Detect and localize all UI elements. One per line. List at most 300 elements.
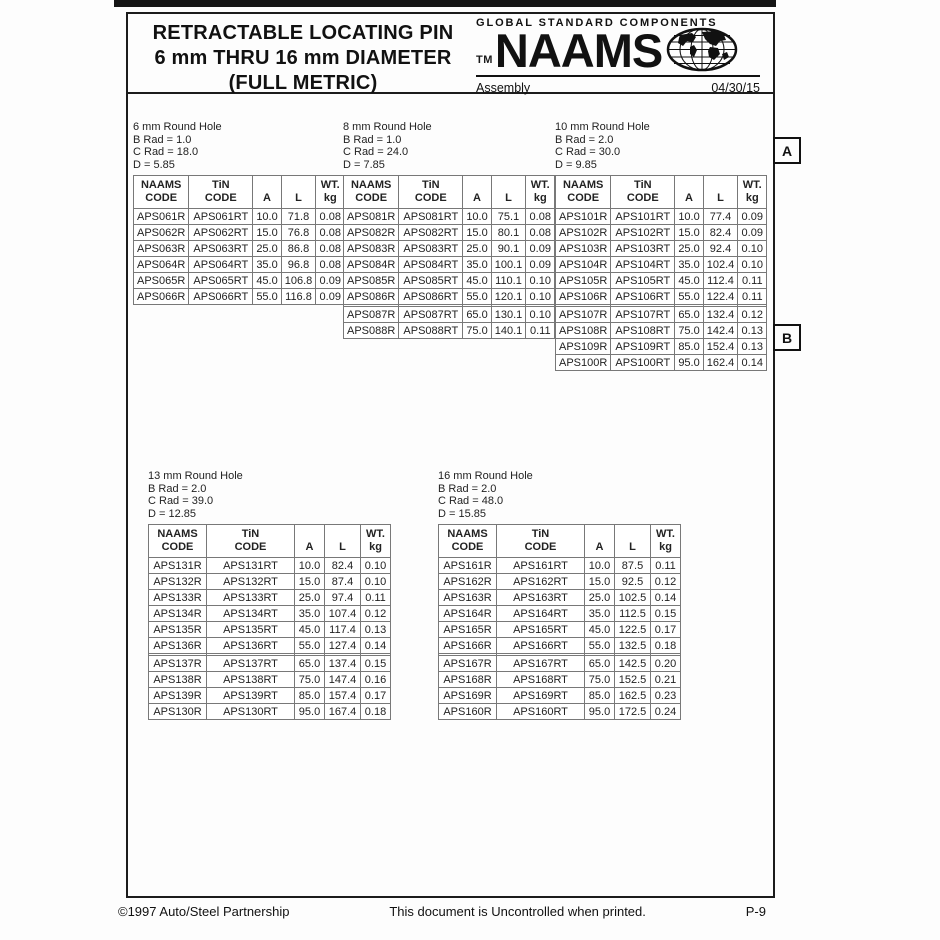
table-cell: APS131R (149, 558, 207, 574)
table-group-13mm (148, 470, 391, 720)
table-cell: APS134R (149, 606, 207, 622)
table-cell: 35.0 (675, 257, 703, 273)
table-cell: APS088RT (399, 323, 463, 339)
table-cell: APS161R (439, 558, 497, 574)
table-cell: APS103R (556, 241, 611, 257)
column-header: A (585, 525, 615, 558)
table-cell: 75.0 (675, 323, 703, 339)
table-cell: APS104R (556, 257, 611, 273)
table-cell: 75.0 (295, 672, 325, 688)
table-cell: APS086RT (399, 289, 463, 305)
table-cell: APS081R (344, 209, 399, 225)
table-cell: 96.8 (281, 257, 316, 273)
table-cell: 127.4 (325, 638, 361, 654)
table-row (149, 606, 391, 622)
table-cell: APS165R (439, 622, 497, 638)
table-cell: 0.12 (361, 606, 391, 622)
table-cell: 122.5 (615, 622, 651, 638)
table-cell: 90.1 (491, 241, 526, 257)
table-cell: 152.5 (615, 672, 651, 688)
table-spec-line: C Rad = 48.0 (438, 495, 504, 508)
table-cell: 112.5 (615, 606, 651, 622)
table-spec-line: C Rad = 24.0 (343, 146, 409, 159)
table-row (439, 622, 681, 638)
table-row (134, 225, 345, 241)
table-cell: APS167R (439, 656, 497, 672)
table-cell: APS101RT (611, 209, 675, 225)
table-spec-line: D = 15.85 (438, 507, 487, 520)
table-cell: APS133RT (207, 590, 295, 606)
table-cell: APS100RT (611, 355, 675, 371)
table-cell: APS165RT (497, 622, 585, 638)
title-block-header (128, 14, 773, 94)
table-row (149, 558, 391, 574)
table-cell: APS166RT (497, 638, 585, 654)
table-group-6mm (133, 121, 345, 305)
table-row (344, 209, 555, 225)
table-spec-line: D = 5.85 (133, 158, 175, 171)
table-cell: 95.0 (675, 355, 703, 371)
table-cell: APS138RT (207, 672, 295, 688)
globe-icon (666, 27, 738, 72)
table-cell: 71.8 (281, 209, 316, 225)
table-cell: 0.08 (316, 209, 345, 225)
table-cell: 167.4 (325, 704, 361, 720)
table-spec-line: B Rad = 1.0 (133, 133, 192, 146)
table-cell: 102.5 (615, 590, 651, 606)
table-cell: 25.0 (253, 241, 281, 257)
table-cell: 0.17 (361, 688, 391, 704)
table-cell: 65.0 (675, 307, 703, 323)
table-spec-line: D = 9.85 (555, 158, 597, 171)
table-cell: 0.09 (316, 273, 345, 289)
table-cell: APS139R (149, 688, 207, 704)
table-cell: 0.08 (316, 225, 345, 241)
table-cell: 102.4 (703, 257, 738, 273)
table-cell: 0.08 (526, 209, 555, 225)
table-cell: 116.8 (281, 289, 316, 305)
table-cell: 65.0 (295, 656, 325, 672)
table-row (344, 257, 555, 273)
table-cell: APS066R (134, 289, 189, 305)
table-caption (555, 121, 767, 171)
table-cell: 157.4 (325, 688, 361, 704)
table-cell: 85.0 (585, 688, 615, 704)
table-cell: 0.17 (651, 622, 681, 638)
table-cell: 0.09 (526, 241, 555, 257)
table-row (134, 209, 345, 225)
table-cell: 15.0 (295, 574, 325, 590)
table-caption (148, 470, 391, 520)
title-line-1: RETRACTABLE LOCATING PIN (152, 22, 454, 44)
table-cell: 45.0 (295, 622, 325, 638)
table-cell: 75.0 (585, 672, 615, 688)
table-spec-line: B Rad = 1.0 (343, 133, 402, 146)
table-cell: APS106RT (611, 289, 675, 305)
table-cell: APS085R (344, 273, 399, 289)
table-cell: 10.0 (463, 209, 491, 225)
table-cell: 55.0 (585, 638, 615, 654)
table-spec-line: C Rad = 39.0 (148, 495, 214, 508)
table-cell: 15.0 (675, 225, 703, 241)
table-cell: 0.11 (738, 273, 767, 289)
table-cell: 0.14 (361, 638, 391, 654)
table-row (439, 704, 681, 720)
table-row (439, 656, 681, 672)
table-cell: APS130R (149, 704, 207, 720)
table-cell: 82.4 (703, 225, 738, 241)
table-cell: 0.12 (651, 574, 681, 590)
table-cell: APS104RT (611, 257, 675, 273)
table-cell: 0.13 (738, 339, 767, 355)
table-cell: APS064R (134, 257, 189, 273)
table-cell: APS132RT (207, 574, 295, 590)
table-title: 13 mm Round Hole (148, 470, 243, 482)
column-header: NAAMS CODE (344, 176, 399, 209)
table-cell: 95.0 (295, 704, 325, 720)
table-caption (343, 121, 555, 171)
table-row (134, 257, 345, 273)
table-cell: APS108RT (611, 323, 675, 339)
table-cell: 100.1 (491, 257, 526, 273)
table-spec-line: B Rad = 2.0 (148, 482, 207, 495)
table-cell: APS061RT (189, 209, 253, 225)
table-spec-line: D = 7.85 (343, 158, 385, 171)
spec-table (555, 175, 767, 371)
table-cell: APS100R (556, 355, 611, 371)
column-header: WT. kg (651, 525, 681, 558)
table-cell: 55.0 (675, 289, 703, 305)
naams-brand-block (476, 17, 760, 95)
column-header: TiN CODE (497, 525, 585, 558)
brand-name: NAAMS (494, 24, 663, 77)
table-cell: 10.0 (675, 209, 703, 225)
table-cell: APS166R (439, 638, 497, 654)
table-cell: APS081RT (399, 209, 463, 225)
table-row (149, 688, 391, 704)
table-cell: 0.10 (526, 307, 555, 323)
table-cell: APS164RT (497, 606, 585, 622)
table-row (344, 273, 555, 289)
table-cell: 87.5 (615, 558, 651, 574)
table-cell: 130.1 (491, 307, 526, 323)
table-cell: APS062RT (189, 225, 253, 241)
table-group-8mm (343, 121, 555, 339)
table-cell: 0.14 (738, 355, 767, 371)
table-row (556, 257, 767, 273)
table-header-row (556, 176, 767, 209)
top-border-bar (114, 0, 776, 7)
column-header: L (281, 176, 316, 209)
table-title: 10 mm Round Hole (555, 121, 650, 133)
table-row (149, 638, 391, 654)
table-cell: APS138R (149, 672, 207, 688)
table-cell: APS084R (344, 257, 399, 273)
column-header: TiN CODE (399, 176, 463, 209)
table-cell: APS163RT (497, 590, 585, 606)
table-row (556, 209, 767, 225)
table-cell: APS160RT (497, 704, 585, 720)
table-cell: 172.5 (615, 704, 651, 720)
table-spec-line: B Rad = 2.0 (438, 482, 497, 495)
table-row (556, 225, 767, 241)
table-cell: 0.15 (651, 606, 681, 622)
table-row (344, 241, 555, 257)
table-cell: APS105RT (611, 273, 675, 289)
spec-table (343, 175, 555, 339)
table-cell: 45.0 (463, 273, 491, 289)
table-cell: 45.0 (675, 273, 703, 289)
table-title: 8 mm Round Hole (343, 121, 432, 133)
table-cell: APS133R (149, 590, 207, 606)
table-cell: 110.1 (491, 273, 526, 289)
table-cell: 75.0 (463, 323, 491, 339)
table-cell: 95.0 (585, 704, 615, 720)
table-cell: APS084RT (399, 257, 463, 273)
table-row (556, 355, 767, 371)
table-cell: 0.11 (361, 590, 391, 606)
table-cell: 142.5 (615, 656, 651, 672)
table-cell: 10.0 (253, 209, 281, 225)
column-header: WT. kg (361, 525, 391, 558)
table-cell: 0.11 (651, 558, 681, 574)
column-header: L (491, 176, 526, 209)
table-cell: 0.09 (738, 225, 767, 241)
table-cell: APS130RT (207, 704, 295, 720)
table-cell: 35.0 (295, 606, 325, 622)
table-row (439, 606, 681, 622)
table-cell: 55.0 (463, 289, 491, 305)
table-row (439, 688, 681, 704)
brand-tagline: GLOBAL STANDARD COMPONENTS (476, 17, 718, 29)
column-header: WT. kg (526, 176, 555, 209)
table-row (149, 622, 391, 638)
table-cell: 147.4 (325, 672, 361, 688)
table-cell: 0.23 (651, 688, 681, 704)
table-cell: 25.0 (675, 241, 703, 257)
table-cell: APS109RT (611, 339, 675, 355)
table-title: 16 mm Round Hole (438, 470, 533, 482)
table-cell: 80.1 (491, 225, 526, 241)
table-header-row (134, 176, 345, 209)
table-title: 6 mm Round Hole (133, 121, 222, 133)
table-row (439, 558, 681, 574)
table-cell: 120.1 (491, 289, 526, 305)
table-cell: 122.4 (703, 289, 738, 305)
table-cell: 76.8 (281, 225, 316, 241)
table-cell: 112.4 (703, 273, 738, 289)
table-row (556, 339, 767, 355)
table-cell: 0.10 (361, 558, 391, 574)
table-cell: 25.0 (463, 241, 491, 257)
table-caption (133, 121, 345, 171)
table-cell: 0.13 (738, 323, 767, 339)
table-cell: 0.09 (316, 289, 345, 305)
table-cell: APS160R (439, 704, 497, 720)
table-cell: APS065R (134, 273, 189, 289)
table-cell: APS066RT (189, 289, 253, 305)
table-caption (438, 470, 681, 520)
table-cell: 0.10 (738, 257, 767, 273)
column-header: L (325, 525, 361, 558)
table-cell: APS162RT (497, 574, 585, 590)
table-cell: APS169R (439, 688, 497, 704)
table-cell: 0.10 (526, 289, 555, 305)
table-cell: APS139RT (207, 688, 295, 704)
table-row (149, 656, 391, 672)
table-cell: 0.08 (316, 241, 345, 257)
column-header: NAAMS CODE (556, 176, 611, 209)
table-cell: 35.0 (253, 257, 281, 273)
table-cell: APS107R (556, 307, 611, 323)
spec-table (438, 524, 681, 720)
table-cell: APS087R (344, 307, 399, 323)
table-row (556, 307, 767, 323)
title-line-2: 6 mm THRU 16 mm DIAMETER (154, 47, 452, 69)
table-cell: APS085RT (399, 273, 463, 289)
table-cell: APS161RT (497, 558, 585, 574)
table-cell: APS062R (134, 225, 189, 241)
table-cell: APS064RT (189, 257, 253, 273)
table-cell: APS083RT (399, 241, 463, 257)
table-cell: APS105R (556, 273, 611, 289)
table-cell: APS132R (149, 574, 207, 590)
table-cell: 0.18 (651, 638, 681, 654)
table-row (439, 672, 681, 688)
table-cell: 85.0 (295, 688, 325, 704)
table-cell: APS103RT (611, 241, 675, 257)
title-line-3: (FULL METRIC) (228, 72, 378, 94)
table-row (344, 225, 555, 241)
column-header: TiN CODE (207, 525, 295, 558)
table-header-row (149, 525, 391, 558)
footer-notice: This document is Uncontrolled when printed. (389, 904, 646, 919)
table-row (134, 289, 345, 305)
table-row (556, 289, 767, 305)
table-cell: 0.10 (361, 574, 391, 590)
table-cell: 117.4 (325, 622, 361, 638)
table-cell: 0.16 (361, 672, 391, 688)
table-row (439, 590, 681, 606)
table-cell: 45.0 (585, 622, 615, 638)
table-cell: 132.4 (703, 307, 738, 323)
table-cell: APS107RT (611, 307, 675, 323)
column-header: TiN CODE (189, 176, 253, 209)
table-cell: 0.14 (651, 590, 681, 606)
table-cell: 35.0 (585, 606, 615, 622)
table-cell: APS135RT (207, 622, 295, 638)
column-header: A (253, 176, 281, 209)
table-cell: 137.4 (325, 656, 361, 672)
brand-footer-row (476, 81, 760, 95)
column-header: NAAMS CODE (439, 525, 497, 558)
table-cell: 65.0 (585, 656, 615, 672)
table-cell: 0.10 (526, 273, 555, 289)
table-cell: 15.0 (463, 225, 491, 241)
table-cell: 0.18 (361, 704, 391, 720)
table-cell: 15.0 (585, 574, 615, 590)
table-cell: 162.4 (703, 355, 738, 371)
table-cell: APS101R (556, 209, 611, 225)
table-cell: APS082RT (399, 225, 463, 241)
table-cell: 0.09 (738, 209, 767, 225)
table-cell: 0.08 (526, 225, 555, 241)
table-row (149, 590, 391, 606)
table-cell: APS108R (556, 323, 611, 339)
table-spec-line: C Rad = 18.0 (133, 146, 199, 159)
table-header-row (344, 176, 555, 209)
page-footer (118, 904, 766, 919)
footer-page-number: P-9 (745, 904, 766, 919)
table-cell: APS083R (344, 241, 399, 257)
table-cell: APS102R (556, 225, 611, 241)
table-cell: APS137R (149, 656, 207, 672)
table-cell: 107.4 (325, 606, 361, 622)
table-group-16mm (438, 470, 681, 720)
table-cell: APS131RT (207, 558, 295, 574)
table-cell: APS086R (344, 289, 399, 305)
column-header: L (703, 176, 738, 209)
table-header-row (439, 525, 681, 558)
zone-label-b: B (773, 324, 801, 351)
table-row (149, 704, 391, 720)
table-cell: 45.0 (253, 273, 281, 289)
table-cell: APS167RT (497, 656, 585, 672)
trademark-symbol: TM (476, 54, 493, 66)
column-header: NAAMS CODE (134, 176, 189, 209)
table-row (134, 241, 345, 257)
table-cell: APS136R (149, 638, 207, 654)
table-cell: 132.5 (615, 638, 651, 654)
table-row (149, 672, 391, 688)
spec-table (133, 175, 345, 305)
table-cell: APS134RT (207, 606, 295, 622)
table-cell: 97.4 (325, 590, 361, 606)
table-cell: 75.1 (491, 209, 526, 225)
table-row (556, 323, 767, 339)
table-row (556, 273, 767, 289)
assembly-label: Assembly (476, 81, 531, 95)
table-cell: 86.8 (281, 241, 316, 257)
table-cell: 55.0 (295, 638, 325, 654)
table-cell: APS063RT (189, 241, 253, 257)
date-label: 04/30/15 (711, 81, 760, 95)
brand-logo-row (476, 24, 760, 77)
table-row (344, 307, 555, 323)
table-cell: 10.0 (585, 558, 615, 574)
column-header: WT. kg (738, 176, 767, 209)
table-spec-line: C Rad = 30.0 (555, 146, 621, 159)
table-cell: 0.20 (651, 656, 681, 672)
table-row (134, 273, 345, 289)
table-cell: 0.08 (316, 257, 345, 273)
table-cell: 92.5 (615, 574, 651, 590)
table-cell: 0.10 (738, 241, 767, 257)
table-cell: APS135R (149, 622, 207, 638)
table-spec-line: D = 12.85 (148, 507, 197, 520)
table-cell: APS088R (344, 323, 399, 339)
table-cell: 85.0 (675, 339, 703, 355)
column-header: WT. kg (316, 176, 345, 209)
table-group-10mm (555, 121, 767, 371)
table-cell: 25.0 (585, 590, 615, 606)
table-cell: APS137RT (207, 656, 295, 672)
table-cell: APS162R (439, 574, 497, 590)
table-cell: APS169RT (497, 688, 585, 704)
table-cell: 55.0 (253, 289, 281, 305)
table-cell: 0.09 (526, 257, 555, 273)
column-header: A (463, 176, 491, 209)
